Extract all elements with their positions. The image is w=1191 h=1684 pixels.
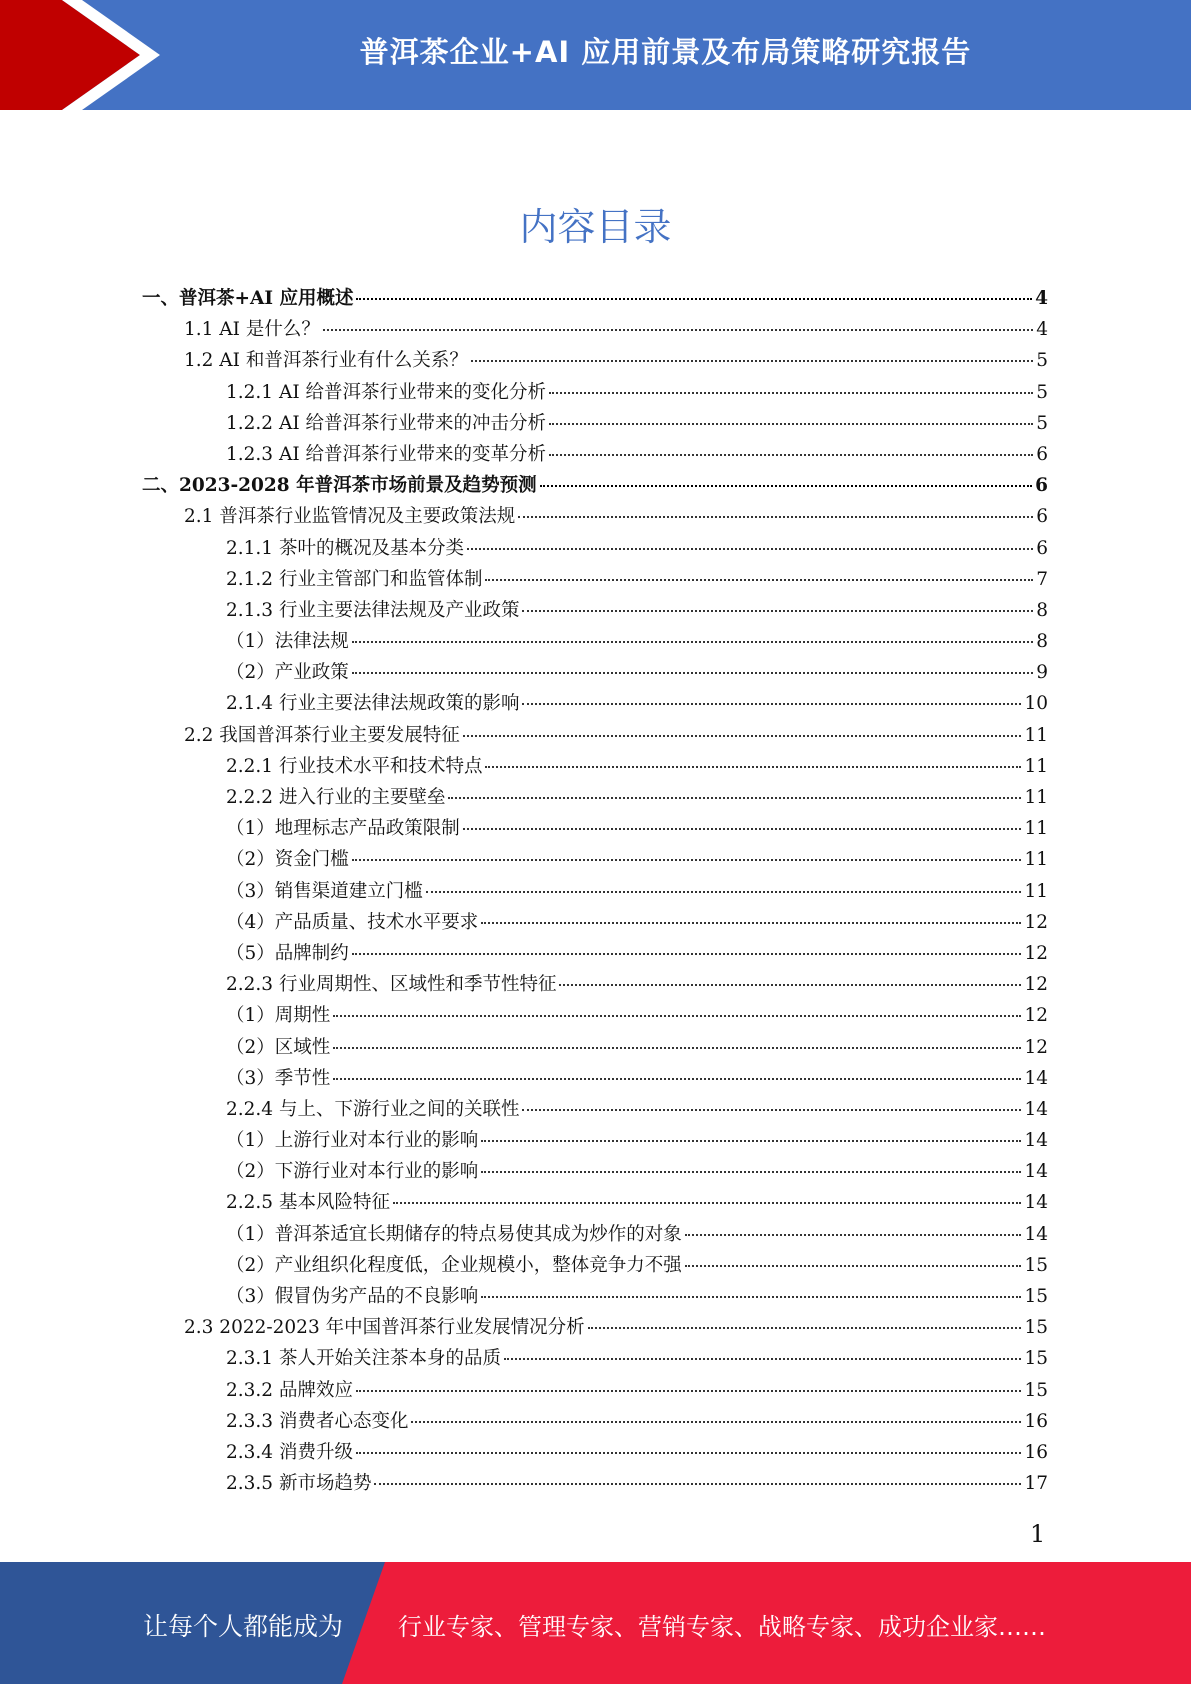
toc-entry-label: （1）法律法规 — [226, 631, 349, 653]
toc-entry-label: 1.2.3 AI 给普洱茶行业带来的变革分析 — [226, 443, 547, 465]
toc-dot-leader — [522, 1108, 1021, 1111]
toc-entry-label: （4）产品质量、技术水平要求 — [226, 911, 479, 933]
toc-entry[interactable] — [142, 627, 1048, 658]
toc-entry[interactable] — [142, 502, 1048, 533]
toc-entry-label: （2）产业政策 — [226, 662, 349, 684]
toc-entry-page: 9 — [1036, 662, 1048, 684]
toc-entry[interactable] — [142, 877, 1048, 908]
toc-dot-leader — [471, 359, 1033, 362]
toc-entry[interactable] — [142, 565, 1048, 596]
toc-entry[interactable] — [142, 440, 1048, 471]
toc-dot-leader — [333, 1046, 1021, 1049]
toc-dot-leader — [540, 484, 1033, 487]
toc-dot-leader — [549, 422, 1033, 425]
toc-entry-page: 10 — [1024, 693, 1048, 715]
toc-entry-label: 2.3.5 新市场趋势 — [226, 1473, 372, 1495]
toc-dot-leader — [356, 1389, 1022, 1392]
toc-entry-page: 7 — [1036, 568, 1048, 590]
toc-entry-page: 16 — [1024, 1410, 1048, 1432]
toc-heading: 内容目录 — [519, 205, 672, 249]
toc-dot-leader — [481, 1295, 1021, 1298]
toc-entry-label: 2.1.2 行业主管部门和监管体制 — [226, 568, 483, 590]
toc-entry-page: 14 — [1024, 1223, 1048, 1245]
toc-entry[interactable] — [142, 1313, 1048, 1344]
toc-dot-leader — [685, 1264, 1022, 1267]
toc-entry-page: 12 — [1024, 974, 1048, 996]
report-footer — [0, 1562, 1191, 1684]
toc-entry-page: 11 — [1024, 787, 1048, 808]
toc-entry[interactable] — [142, 378, 1048, 409]
toc-entry-label: 2.3.2 品牌效应 — [226, 1379, 353, 1401]
toc-entry-label: （2）下游行业对本行业的影响 — [226, 1161, 479, 1183]
toc-entry-label: 2.2.4 与上、下游行业之间的关联性 — [226, 1098, 520, 1120]
toc-entry[interactable] — [142, 1095, 1048, 1126]
toc-entry[interactable] — [142, 1438, 1048, 1469]
toc-entry[interactable] — [142, 1001, 1048, 1032]
toc-entry-label: 2.3.3 消费者心态变化 — [226, 1410, 409, 1432]
toc-entry[interactable] — [142, 970, 1048, 1001]
toc-entry[interactable] — [142, 783, 1048, 814]
toc-entry[interactable] — [142, 1157, 1048, 1188]
toc-entry-page: 11 — [1024, 849, 1048, 871]
toc-entry[interactable] — [142, 1469, 1048, 1500]
toc-entry[interactable] — [142, 315, 1048, 346]
toc-dot-leader — [481, 1170, 1021, 1173]
toc-entry-page: 15 — [1024, 1254, 1048, 1276]
toc-entry-page: 12 — [1024, 1036, 1048, 1058]
toc-entry-page: 12 — [1024, 942, 1048, 964]
toc-entry[interactable] — [142, 845, 1048, 876]
toc-dot-leader — [333, 1077, 1021, 1080]
toc-dot-leader — [559, 983, 1021, 986]
toc-entry-label: 二、2023-2028 年普洱茶市场前景及趋势预测 — [142, 475, 537, 497]
toc-entry-page: 14 — [1024, 1161, 1048, 1183]
toc-entry-page: 4 — [1035, 288, 1048, 309]
toc-entry[interactable] — [142, 939, 1048, 970]
toc-entry[interactable] — [142, 534, 1048, 565]
toc-dot-leader — [549, 391, 1033, 394]
toc-dot-leader — [549, 453, 1033, 456]
toc-dot-leader — [411, 1420, 1021, 1423]
toc-entry[interactable] — [142, 814, 1048, 845]
toc-entry-page: 12 — [1024, 1005, 1048, 1027]
toc-entry-page: 14 — [1024, 1067, 1048, 1089]
toc-entry-label: （3）假冒伪劣产品的不良影响 — [226, 1286, 479, 1307]
toc-dot-leader — [481, 921, 1021, 924]
toc-entry[interactable] — [142, 1220, 1048, 1251]
toc-entry-page: 6 — [1036, 506, 1048, 528]
toc-entry-page: 6 — [1036, 537, 1048, 559]
toc-entry-page: 15 — [1024, 1317, 1048, 1339]
toc-dot-leader — [485, 578, 1033, 581]
toc-entry[interactable] — [142, 471, 1048, 502]
toc-dot-leader — [356, 297, 1032, 300]
toc-entry[interactable] — [142, 1376, 1048, 1407]
toc-dot-leader — [352, 952, 1022, 955]
toc-entry-label: 2.3 2022-2023 年中国普洱茶行业发展情况分析 — [184, 1317, 585, 1339]
toc-entry-label: （1）周期性 — [226, 1005, 331, 1027]
toc-dot-leader — [426, 890, 1022, 893]
toc-dot-leader — [323, 328, 1033, 331]
toc-entry-label: 一、普洱茶+AI 应用概述 — [142, 288, 354, 309]
toc-dot-leader — [448, 796, 1021, 799]
toc-entry[interactable] — [142, 721, 1048, 752]
footer-slogan-left: 让每个人都能成为 — [143, 1612, 344, 1641]
toc-entry-page: 8 — [1036, 631, 1048, 653]
toc-dot-leader — [467, 547, 1033, 550]
toc-entry-page: 4 — [1036, 319, 1048, 341]
toc-dot-leader — [356, 1451, 1022, 1454]
toc-entry-label: （2）产业组织化程度低，企业规模小，整体竞争力不强 — [226, 1254, 682, 1276]
toc-entry[interactable] — [142, 596, 1048, 627]
toc-entry-label: （2）区域性 — [226, 1036, 331, 1058]
toc-dot-leader — [352, 858, 1022, 861]
toc-entry-page: 11 — [1024, 755, 1048, 777]
toc-entry-label: 1.2 AI 和普洱茶行业有什么关系？ — [184, 350, 468, 372]
report-title: 普洱茶企业+AI 应用前景及布局策略研究报告 — [359, 35, 972, 69]
toc-dot-leader — [463, 827, 1022, 830]
toc-dot-leader — [504, 1357, 1021, 1360]
toc-entry-page: 15 — [1024, 1286, 1048, 1307]
table-of-contents — [142, 284, 1048, 1500]
toc-entry-label: （3）季节性 — [226, 1067, 331, 1089]
toc-entry-label: 1.2.2 AI 给普洱茶行业带来的冲击分析 — [226, 412, 547, 434]
toc-entry[interactable] — [142, 658, 1048, 689]
toc-entry-label: （2）资金门槛 — [226, 849, 349, 871]
toc-entry-label: （5）品牌制约 — [226, 942, 349, 964]
toc-entry[interactable] — [142, 284, 1048, 315]
toc-entry-page: 11 — [1024, 818, 1048, 840]
toc-entry-label: 2.1.1 茶叶的概况及基本分类 — [226, 537, 464, 559]
page-number: 1 — [1030, 1520, 1046, 1548]
toc-entry[interactable] — [142, 1344, 1048, 1375]
toc-entry-page: 15 — [1024, 1348, 1048, 1370]
toc-entry-label: 2.3.1 茶人开始关注茶本身的品质 — [226, 1348, 501, 1370]
toc-dot-leader — [588, 1326, 1022, 1329]
toc-entry[interactable] — [142, 689, 1048, 720]
toc-entry-page: 11 — [1024, 724, 1048, 746]
toc-entry-page: 5 — [1036, 350, 1048, 372]
toc-entry-page: 17 — [1024, 1473, 1048, 1495]
toc-entry[interactable] — [142, 752, 1048, 783]
toc-entry[interactable] — [142, 1064, 1048, 1095]
toc-entry-label: 2.2.5 基本风险特征 — [226, 1192, 390, 1214]
toc-entry-page: 15 — [1024, 1379, 1048, 1401]
toc-entry-label: 2.1.4 行业主要法律法规政策的影响 — [226, 693, 520, 715]
toc-entry-page: 8 — [1036, 599, 1048, 621]
toc-entry[interactable] — [142, 346, 1048, 377]
toc-entry-page: 6 — [1036, 443, 1048, 465]
toc-entry-label: 2.2.1 行业技术水平和技术特点 — [226, 755, 483, 777]
toc-entry[interactable] — [142, 1126, 1048, 1157]
toc-entry-label: （1）地理标志产品政策限制 — [226, 818, 460, 840]
toc-entry-label: 2.2.2 进入行业的主要壁垒 — [226, 787, 446, 808]
toc-entry-page: 14 — [1024, 1192, 1048, 1214]
toc-entry-label: （3）销售渠道建立门槛 — [226, 880, 423, 902]
toc-entry-page: 14 — [1024, 1098, 1048, 1120]
toc-dot-leader — [518, 515, 1033, 518]
toc-dot-leader — [463, 734, 1022, 737]
toc-dot-leader — [352, 671, 1033, 674]
report-header — [0, 0, 1191, 110]
toc-entry-label: 2.1.3 行业主要法律法规及产业政策 — [226, 599, 520, 621]
toc-dot-leader — [481, 1139, 1021, 1142]
toc-entry-page: 16 — [1024, 1441, 1048, 1463]
toc-entry-label: 2.2.3 行业周期性、区域性和季节性特征 — [226, 974, 557, 996]
toc-entry[interactable] — [142, 409, 1048, 440]
toc-dot-leader — [374, 1482, 1021, 1485]
toc-entry[interactable] — [142, 908, 1048, 939]
toc-entry[interactable] — [142, 1033, 1048, 1064]
toc-dot-leader — [352, 640, 1033, 643]
toc-entry-page: 12 — [1024, 911, 1048, 933]
toc-entry-page: 5 — [1036, 381, 1048, 403]
toc-entry-label: （1）普洱茶适宜长期储存的特点易使其成为炒作的对象 — [226, 1223, 682, 1245]
toc-entry-page: 5 — [1036, 412, 1048, 434]
toc-entry[interactable] — [142, 1251, 1048, 1282]
toc-dot-leader — [393, 1201, 1021, 1204]
toc-dot-leader — [485, 765, 1021, 768]
toc-entry-label: （1）上游行业对本行业的影响 — [226, 1130, 479, 1152]
toc-entry-label: 2.1 普洱茶行业监管情况及主要政策法规 — [184, 506, 516, 528]
toc-entry-label: 2.2 我国普洱茶行业主要发展特征 — [184, 724, 460, 746]
toc-entry-label: 1.2.1 AI 给普洱茶行业带来的变化分析 — [226, 381, 547, 403]
toc-entry-label: 1.1 AI 是什么？ — [184, 319, 320, 341]
toc-entry[interactable] — [142, 1282, 1048, 1313]
toc-entry[interactable] — [142, 1188, 1048, 1219]
toc-entry-label: 2.3.4 消费升级 — [226, 1441, 353, 1463]
toc-entry-page: 6 — [1035, 475, 1048, 497]
toc-dot-leader — [333, 1014, 1021, 1017]
toc-dot-leader — [685, 1233, 1022, 1236]
toc-entry-page: 14 — [1024, 1130, 1048, 1152]
toc-entry[interactable] — [142, 1407, 1048, 1438]
footer-slogan-right: 行业专家、管理专家、营销专家、战略专家、成功企业家…… — [398, 1613, 1046, 1641]
toc-dot-leader — [522, 702, 1021, 705]
toc-entry-page: 11 — [1024, 880, 1048, 902]
toc-dot-leader — [522, 609, 1033, 612]
